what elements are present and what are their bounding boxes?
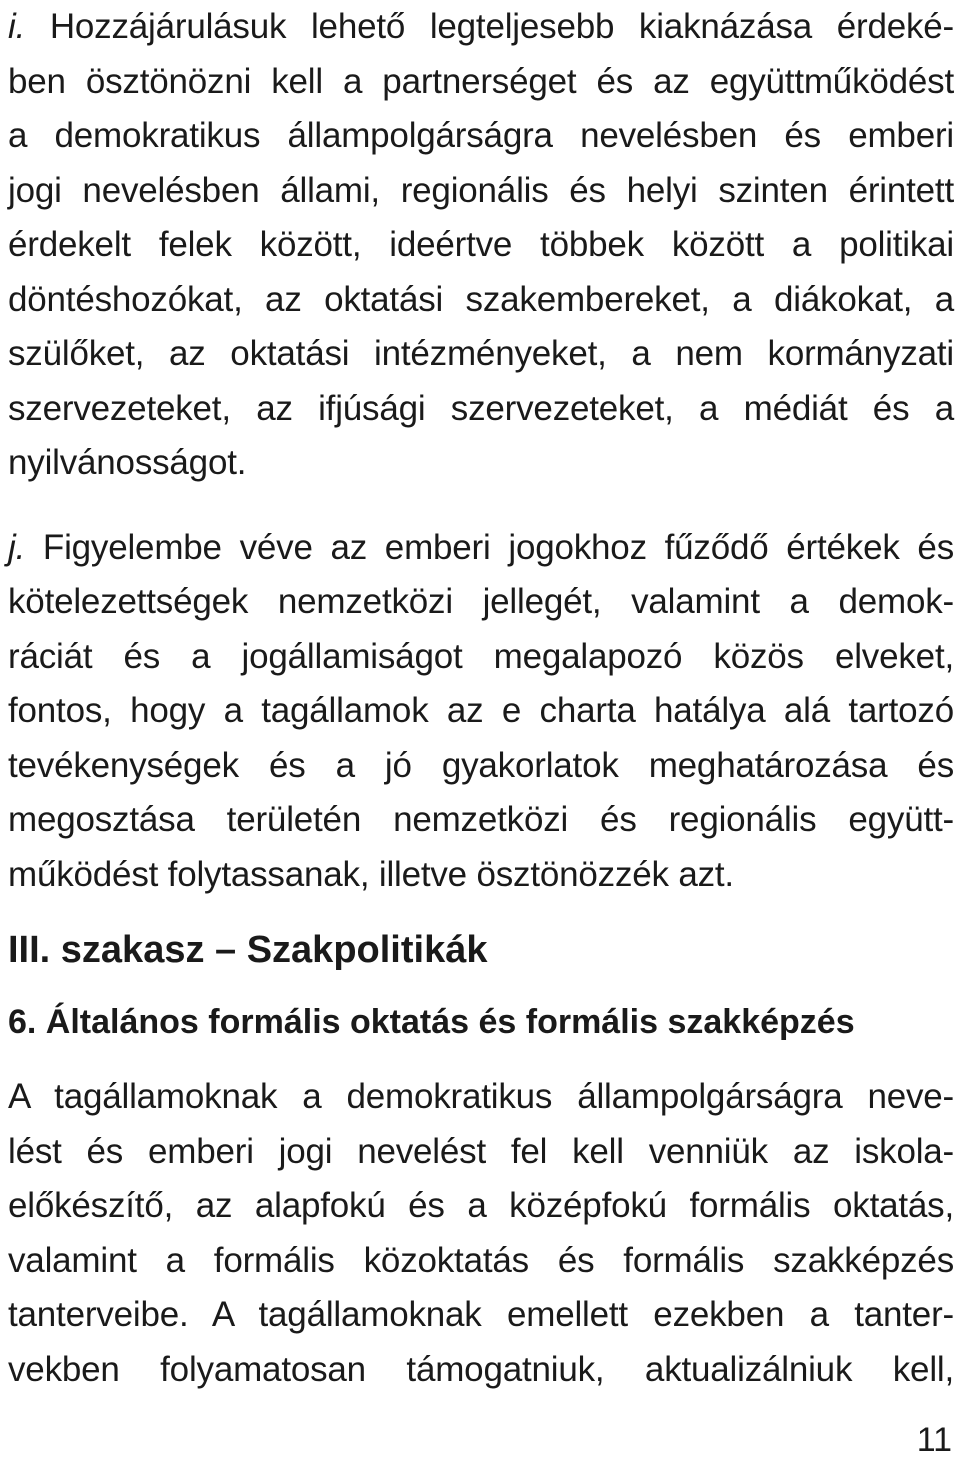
text-line: i. Hozzájárulásuk lehető legteljesebb kiaknázása érdeké-: [8, 7, 954, 46]
list-marker: j.: [8, 527, 26, 567]
paragraph-i: [8, 0, 954, 491]
text-line: ráciát és a jogállamiságot megalapozó közös elveket,: [8, 636, 954, 676]
text-line: fontos, hogy a tagállamok az e charta hatálya alá tartozó: [8, 691, 954, 730]
text-line: működést folytassanak, illetve ösztönözzék azt.: [8, 854, 734, 894]
document-page: [8, 0, 954, 1397]
text-line: ben ösztönözni kell a partnerséget és az együttműködést: [8, 61, 954, 101]
text-line: tevékenységek és a jó gyakorlatok meghatározása és: [8, 745, 954, 785]
page-number: 11: [916, 1421, 952, 1459]
text-line: megosztása területén nemzetközi és regionális együtt-: [8, 800, 954, 839]
list-marker: i.: [8, 7, 26, 46]
text-line: szervezeteket, az ifjúsági szervezeteket, a médiát és a: [8, 388, 954, 428]
body-paragraph: [8, 1070, 954, 1397]
text-line: valamint a formális közoktatás és formális szakképzés: [8, 1240, 954, 1280]
text-line: előkészítő, az alapfokú és a középfokú formális oktatás,: [8, 1186, 954, 1225]
sub-heading: 6. Általános formális oktatás és formális szakképzés: [8, 1003, 855, 1041]
text-line: nyilvánosságot.: [8, 443, 247, 482]
text-line: döntéshozókat, az oktatási szakembereket, a diákokat, a: [8, 279, 954, 319]
text-line: a demokratikus állampolgárságra nevelésben és emberi: [8, 116, 954, 155]
text-line: szülőket, az oktatási intézményeket, a nem kormányzati: [8, 334, 954, 373]
text-line: jogi nevelésben állami, regionális és helyi szinten érintett: [8, 170, 954, 210]
section-heading: III. szakasz – Szakpolitikák: [8, 929, 488, 971]
text-line: vekben folyamatosan támogatniuk, aktualizálniuk kell,: [8, 1349, 954, 1389]
text-line: j. Figyelembe véve az emberi jogokhoz fűződő értékek és: [8, 527, 955, 567]
paragraph-j: [8, 521, 954, 903]
text-line: érdekelt felek között, ideértve többek között a politikai: [8, 225, 954, 264]
text-line: A tagállamoknak a demokratikus állampolgárságra neve-: [8, 1077, 954, 1116]
text-line: lést és emberi jogi nevelést fel kell venniük az iskola-: [8, 1131, 954, 1171]
text-line: kötelezettségek nemzetközi jellegét, valamint a demok-: [8, 582, 954, 621]
text-line: tanterveibe. A tagállamoknak emellett ezekben a tanter-: [8, 1295, 954, 1334]
